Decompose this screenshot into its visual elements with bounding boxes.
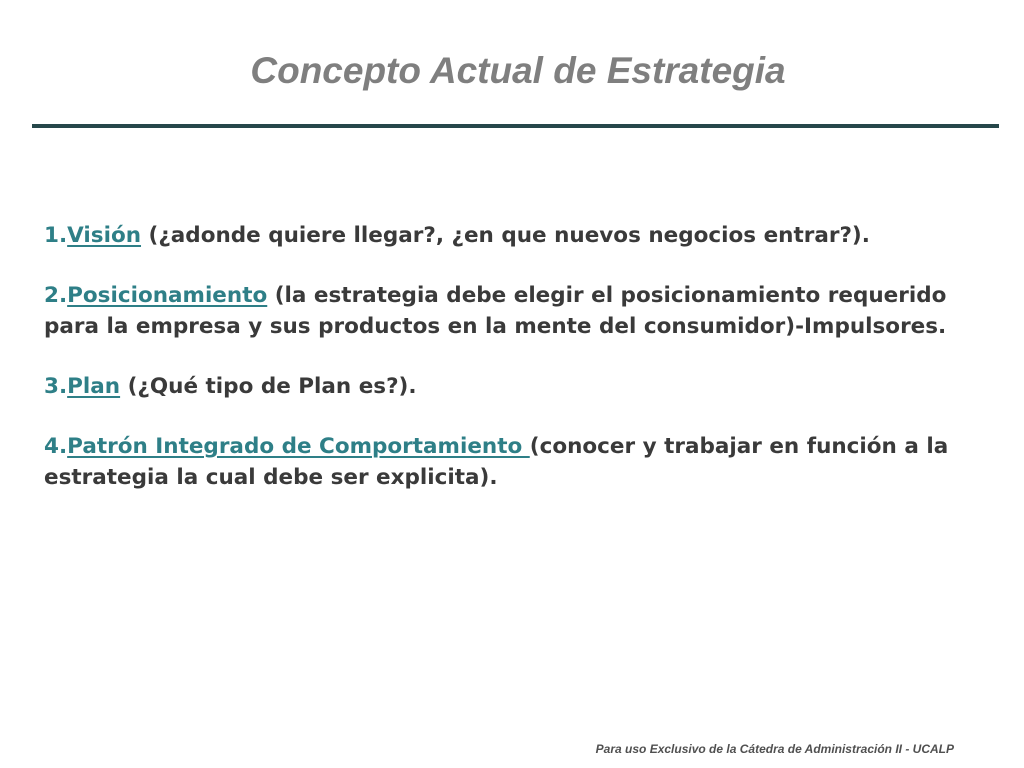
- title-divider: [32, 124, 999, 128]
- item-number: 4.: [44, 434, 68, 459]
- item-description: (conocer y trabajar en función a la estrategia la cual debe ser explicita).: [44, 434, 949, 490]
- list-item-positioning: [44, 280, 994, 342]
- item-description: (¿Qué tipo de Plan es?).: [120, 374, 417, 399]
- item-description: (la estrategia debe elegir el posicionamiento requerido para la empresa y sus productos en la mente del consumidor)-Impulsores.: [44, 283, 947, 339]
- link-vision[interactable]: Visión: [67, 223, 142, 248]
- link-positioning[interactable]: Posicionamiento: [67, 283, 268, 308]
- slide-title: Concepto Actual de Estrategia: [250, 50, 786, 91]
- item-number: 2.: [44, 283, 68, 308]
- item-number: 1.: [44, 223, 68, 248]
- strategy-list: [44, 220, 994, 522]
- footer-note: Para uso Exclusivo de la Cátedra de Administración II - UCALP: [595, 742, 954, 756]
- link-behavior-pattern[interactable]: Patrón Integrado de Comportamiento: [67, 434, 530, 459]
- item-number: 3.: [44, 374, 68, 399]
- list-item-vision: [44, 220, 994, 251]
- list-item-plan: [44, 371, 994, 402]
- list-item-behavior-pattern: [44, 431, 994, 493]
- item-description: (¿adonde quiere llegar?, ¿en que nuevos negocios entrar?).: [141, 223, 870, 248]
- link-plan[interactable]: Plan: [67, 374, 121, 399]
